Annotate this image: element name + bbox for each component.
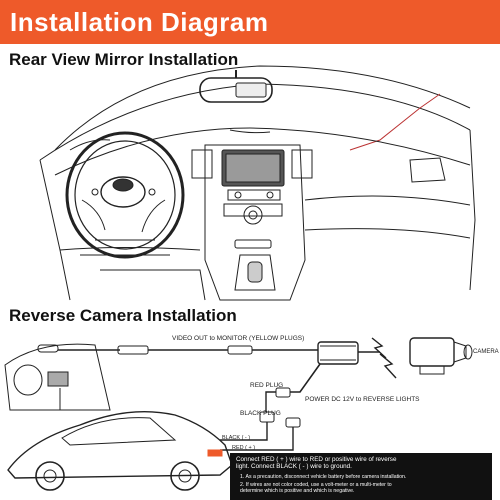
black-wire-label: BLACK ( - )	[222, 435, 251, 441]
black-plug-label: BLACK PLUG	[240, 410, 281, 417]
center-console	[205, 145, 305, 300]
mirror-section-title: Rear View Mirror Installation	[9, 50, 239, 69]
power-label: POWER DC 12V to REVERSE LIGHTS	[305, 396, 420, 403]
red-wire-label: RED ( + )	[232, 445, 256, 451]
note-item-2b: determine which is positive and which is negative.	[240, 488, 355, 494]
car-side-view	[8, 412, 232, 490]
car-interior-thumbnail	[5, 344, 110, 410]
page-title: Installation Diagram	[10, 7, 269, 37]
rear-view-mirror	[200, 70, 272, 102]
camera-label: CAMERA	[473, 349, 499, 355]
video-out-label: VIDEO OUT to MONITOR (YELLOW PLUGS)	[172, 335, 305, 342]
note-item-1: 1. As a precaution, disconnect vehicle battery before camera installation.	[240, 474, 407, 480]
steering-wheel	[67, 133, 183, 257]
note-line-2: light. Connect BLACK ( - ) wire to ground.	[236, 463, 352, 470]
note-line-1: Connect RED ( + ) wire to RED or positive wire of reverse	[236, 456, 397, 463]
camera-section-title: Reverse Camera Installation	[9, 306, 237, 325]
red-plug-label: RED PLUG	[250, 382, 284, 389]
camera-illustration	[410, 338, 472, 374]
note-item-2a: 2. If wires are not color coded, use a volt-meter or a multi-meter to	[240, 482, 392, 488]
